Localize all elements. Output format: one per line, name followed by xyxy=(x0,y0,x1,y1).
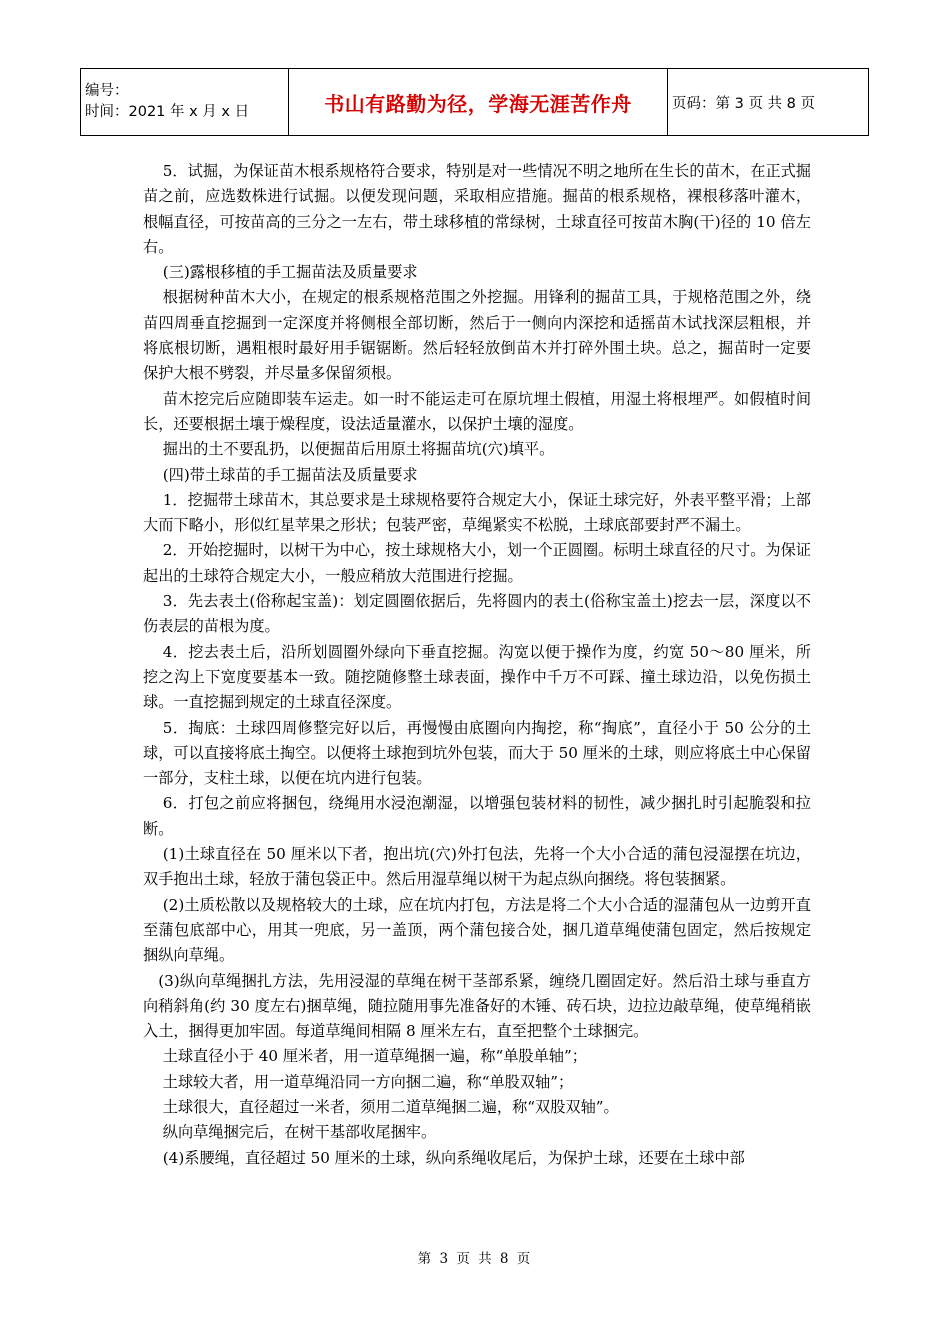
page-footer: 第 3 页 共 8 页 xyxy=(417,1251,533,1267)
paragraph: 6．打包之前应将捆包，绕绳用水浸泡潮湿，以增强包装材料的韧性，减少捆扎时引起脆裂和拉断。 xyxy=(143,794,811,838)
paragraph: 纵向草绳捆完后，在树干基部收尾捆牢。 xyxy=(162,1123,437,1142)
paragraph: 土球较大者，用一道草绳沿同一方向捆二遍，称“单股双轴”； xyxy=(162,1072,574,1091)
page-info: 页码：第 3 页 共 8 页 xyxy=(668,69,869,136)
paragraph: 2．开始挖掘时，以树干为中心，按土球规格大小，划一个正圆圈。标明土球直径的尺寸。为保证起出的土球符合规定大小，一般应稍放大范围进行挖掘。 xyxy=(143,541,811,585)
paragraph: (3)纵向草绳捆扎方法，先用浸湿的草绳在树干茎部系紧，缠绕几圈固定好。然后沿土球与垂直方向稍斜角(约 30 度左右)捆草绳，随拉随用事先准备好的木锤、砖石块，边拉边敲草绳，使草绳稍嵌入土，捆得更加牢固。每道草绳间相隔 8 厘米左右，直至把整个土球捆完。 xyxy=(143,971,811,1041)
section-heading: (三)露根移植的手工掘苗法及质量要求 xyxy=(162,263,418,282)
paragraph: 根据树种苗木大小，在规定的根系规格范围之外挖掘。用锋利的掘苗工具，于规格范围之外，绕苗四周垂直挖掘到一定深度并将侧根全部切断，然后于一侧向内深挖和适摇苗木试找深层粗根，并将底根切断，遇粗根时最好用手锯锯断。然后轻轻放倒苗木并打碎外围土块。总之，掘苗时一定要保护大根不劈裂，并尽量多保留须根。 xyxy=(143,288,811,383)
section-heading: (四)带土球苗的手工掘苗法及质量要求 xyxy=(162,465,418,484)
paragraph: 土球直径小于 40 厘米者，用一道草绳捆一遍，称“单股单轴”； xyxy=(162,1047,587,1066)
document-body xyxy=(143,159,811,1171)
paragraph: 掘出的土不要乱扔，以便掘苗后用原土将掘苗坑(穴)填平。 xyxy=(162,440,555,459)
paragraph: 1．挖掘带土球苗木，其总要求是土球规格要符合规定大小，保证土球完好，外表平整平滑；上部大而下略小，形似红星苹果之形状；包装严密，草绳紧实不松脱，土球底部要封严不漏土。 xyxy=(143,490,811,535)
paragraph: 土球很大，直径超过一米者，须用二道草绳捆二遍，称“双股双轴”。 xyxy=(162,1097,619,1116)
doc-number-label: 编号： xyxy=(85,83,129,99)
paragraph: (2)土质松散以及规格较大的土球，应在坑内打包，方法是将二个大小合适的湿蒲包从一边剪开直至蒲包底部中心，用其一兜底，另一盖顶，两个蒲包接合处，捆几道草绳使蒲包固定，然后按规定捆纵向草绳。 xyxy=(143,895,811,965)
paragraph: 5．掏底：土球四周修整完好以后，再慢慢由底圈向内掏挖，称“掏底”，直径小于 50 公分的土球，可以直接将底土掏空。以便将土球抱到坑外包装，而大于 50 厘米的土球，则应将底土中心保留一部分，支柱土球，以便在坑内进行包装。 xyxy=(143,718,811,788)
paragraph: (1)土球直径在 50 厘米以下者，抱出坑(穴)外打包法，先将一个大小合适的蒲包浸湿摆在坑边，双手抱出土球，轻放于蒲包袋正中。然后用湿草绳以树干为起点纵向捆绕。将包装捆紧。 xyxy=(143,845,811,889)
date-label: 时间：2021 年 x 月 x 日 xyxy=(85,104,250,120)
paragraph: 3．先去表土(俗称起宝盖)：划定圆圈依据后，先将圆内的表土(俗称宝盖土)挖去一层，深度以不伤表层的苗根为度。 xyxy=(143,592,811,636)
motto: 书山有路勤为径，学海无涯苦作舟 xyxy=(289,69,668,136)
paragraph: 5．试掘，为保证苗木根系规格符合要求，特别是对一些情况不明之地所在生长的苗木，在正式掘苗之前，应选数株进行试掘。以便发现问题，采取相应措施。掘苗的根系规格，裸根移落叶灌木，根幅直径，可按苗高的三分之一左右，带土球移植的常绿树，土球直径可按苗木胸(干)径的 10 倍左右。 xyxy=(143,162,811,256)
header-left-cell xyxy=(81,69,289,136)
paragraph: 4．挖去表土后，沿所划圆圈外绿向下垂直挖掘。沟宽以便于操作为度，约宽 50～80 厘米，所挖之沟上下宽度要基本一致。随挖随修整土球表面，操作中千万不可踩、撞土球边沿，以免伤损土球。一直挖掘到规定的土球直径深度。 xyxy=(143,642,811,712)
paragraph: 苗木挖完后应随即装车运走。如一时不能运走可在原坑埋土假植，用湿土将根埋严。如假植时间长，还要根据土壤于燥程度，设法适量灌水，以保护土壤的湿度。 xyxy=(143,389,811,433)
header-table xyxy=(80,68,869,136)
paragraph: (4)系腰绳，直径超过 50 厘米的土球，纵向系绳收尾后，为保护土球，还要在土球中部 xyxy=(162,1148,745,1167)
